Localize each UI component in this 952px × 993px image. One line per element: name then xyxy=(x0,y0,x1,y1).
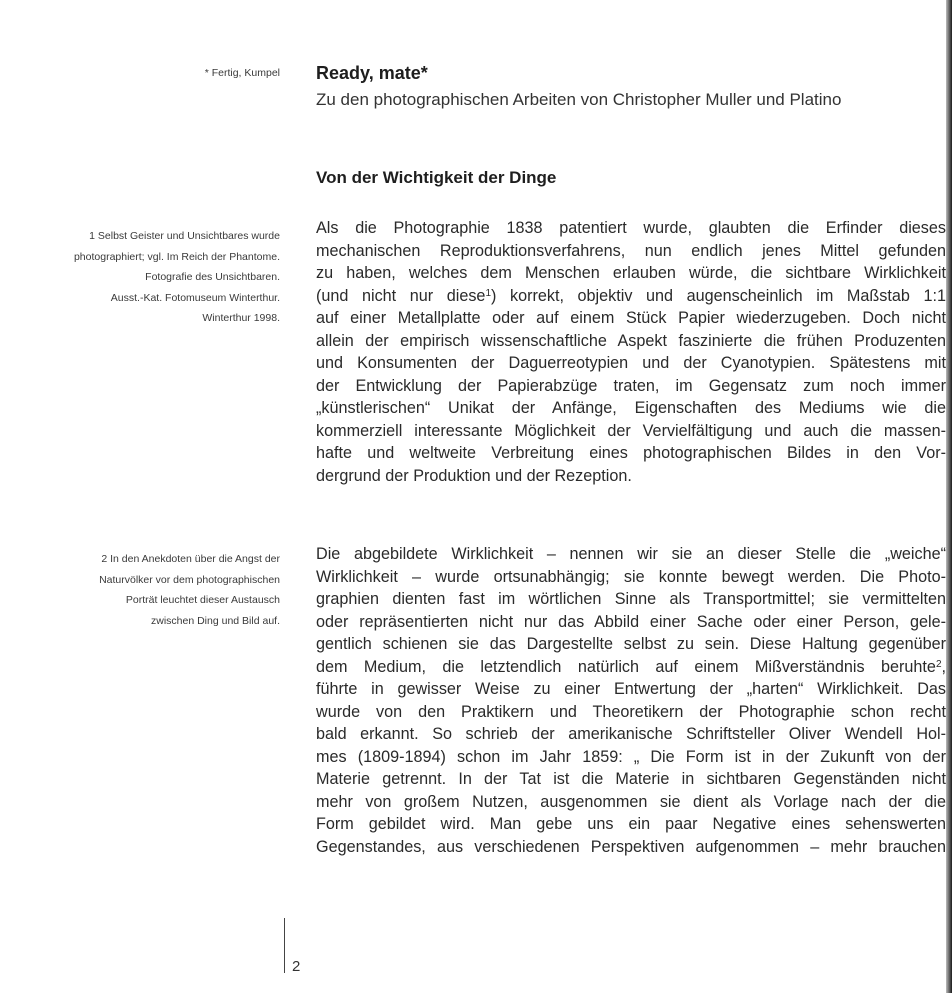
text-segment: ) korrekt, objektiv und augenscheinlich im Maßstab 1:1 xyxy=(491,286,946,305)
text-line: der Entwicklung der Papierabzüge traten, im Gegensatz zum noch immer xyxy=(316,376,946,395)
text-line: Die abgebildete Wirklichkeit – nennen wir sie an dieser Stelle die „weiche“ xyxy=(316,545,946,563)
section-heading: Von der Wichtigkeit der Dinge xyxy=(316,168,557,187)
text-line: hafte und weltweite Verbreitung eines photographischen Bildes in den Vor- xyxy=(316,444,946,462)
text-line: allein der empirisch wissenschaftliche Aspekt faszinierte die frühen Produzenten xyxy=(316,331,946,350)
text-segment: , xyxy=(941,657,946,676)
footnote-2-line: 2 In den Anekdoten über die Angst der xyxy=(101,553,280,565)
text-line: „künstlerischen“ Unikat der Anfänge, Eigenschaften des Mediums wie die xyxy=(316,399,946,417)
footnote-1-line: Winterthur 1998. xyxy=(202,312,280,324)
text-segment: (und nicht nur diese xyxy=(316,286,486,305)
text-line: dergrund der Produktion und der Rezeption. xyxy=(316,466,632,485)
text-line: Materie getrennt. In der Tat ist die Materie in sichtbaren Gegenständen nicht xyxy=(316,770,946,788)
text-line: mes (1809-1894) schon im Jahr 1859: „ Die Form ist in der Zukunft von der xyxy=(316,747,946,766)
footnote-1-line: Fotografie des Unsichtbaren. xyxy=(145,271,280,283)
body-paragraph-2 xyxy=(316,543,946,858)
text-line: Gegenstandes, aus verschiedenen Perspektiven aufgenommen – mehr brauchen xyxy=(316,837,946,856)
text-line: bald erkannt. So schrieb der amerikanische Schriftsteller Oliver Wendell Hol- xyxy=(316,725,946,743)
text-line: mechanischen Reproduktionsverfahrens, nun endlich jenes Mittel gefunden xyxy=(316,241,946,260)
title-footnote xyxy=(205,63,280,84)
text-line: mehr von großem Nutzen, ausgenommen sie dient als Vorlage nach der die xyxy=(316,792,946,811)
text-line: und Konsumenten der Daguerreotypien und der Cyanotypien. Spätestens mit xyxy=(316,354,946,372)
text-line: führte in gewisser Weise zu einer Entwertung der „harten“ Wirklichkeit. Das xyxy=(316,680,946,698)
page-edge-shadow xyxy=(946,0,952,993)
text-line: Als die Photographie 1838 patentiert wurde, glaubten die Erfinder dieses xyxy=(316,219,946,237)
footnote-1-line: photographiert; vgl. Im Reich der Phantome. xyxy=(73,250,280,263)
text-line xyxy=(316,285,946,308)
body-paragraph-1 xyxy=(316,217,946,487)
text-line xyxy=(316,656,946,679)
text-line: kommerziell interessante Möglichkeit der Vervielfältigung und auch die massen- xyxy=(316,421,946,440)
footnote-1-line: Ausst.-Kat. Fotomuseum Winterthur. xyxy=(110,291,280,304)
article-title: Ready, mate* xyxy=(316,63,428,83)
text-line: auf einer Metallplatte oder auf einem Stück Papier wiederzugeben. Doch nicht xyxy=(316,309,946,327)
footnote-2 xyxy=(99,549,280,631)
text-line: wurde von den Praktikern und Theoretikern der Photographie schon recht xyxy=(316,702,946,721)
footnote-2-line: Porträt leuchtet dieser Austausch xyxy=(125,594,280,606)
text-line: gentlich schienen sie das Dargestellte selbst zu sein. Diese Haltung gegenüber xyxy=(316,635,946,653)
footnote-1 xyxy=(74,226,280,329)
footnote-2-line: Naturvölker vor dem photographischen xyxy=(99,573,280,586)
text-segment: dem Medium, die letztendlich natürlich auf einem Mißverständnis beruhte xyxy=(316,657,936,676)
text-line: Wirklichkeit – wurde ortsunabhängig; sie konnte bewegt werden. Die Photo- xyxy=(316,567,946,586)
text-line: Form gebildet wird. Man gebe uns ein paar Negative eines sehenswerten xyxy=(316,815,946,833)
article-subtitle: Zu den photographischen Arbeiten von Christopher Muller und Platino xyxy=(316,90,842,109)
title-footnote-text: * Fertig, Kumpel xyxy=(204,67,280,79)
text-line: graphien dienten fast im wörtlichen Sinne als Transportmittel; sie vermittelten xyxy=(316,590,946,608)
text-line: oder repräsentierten nicht nur das Abbild einer Sache oder einer Person, gele- xyxy=(316,612,946,631)
footnote-1-line: 1 Selbst Geister und Unsichtbares wurde xyxy=(89,230,280,242)
page-number-rule xyxy=(284,918,285,973)
page-number: 2 xyxy=(292,958,301,975)
text-line: zu haben, welches dem Menschen erlauben würde, die sichtbare Wirklichkeit xyxy=(316,264,946,282)
footnote-2-line: zwischen Ding und Bild auf. xyxy=(151,614,280,627)
footnote-ref-1: 1 xyxy=(485,287,491,299)
footnote-ref-2: 2 xyxy=(935,658,942,670)
